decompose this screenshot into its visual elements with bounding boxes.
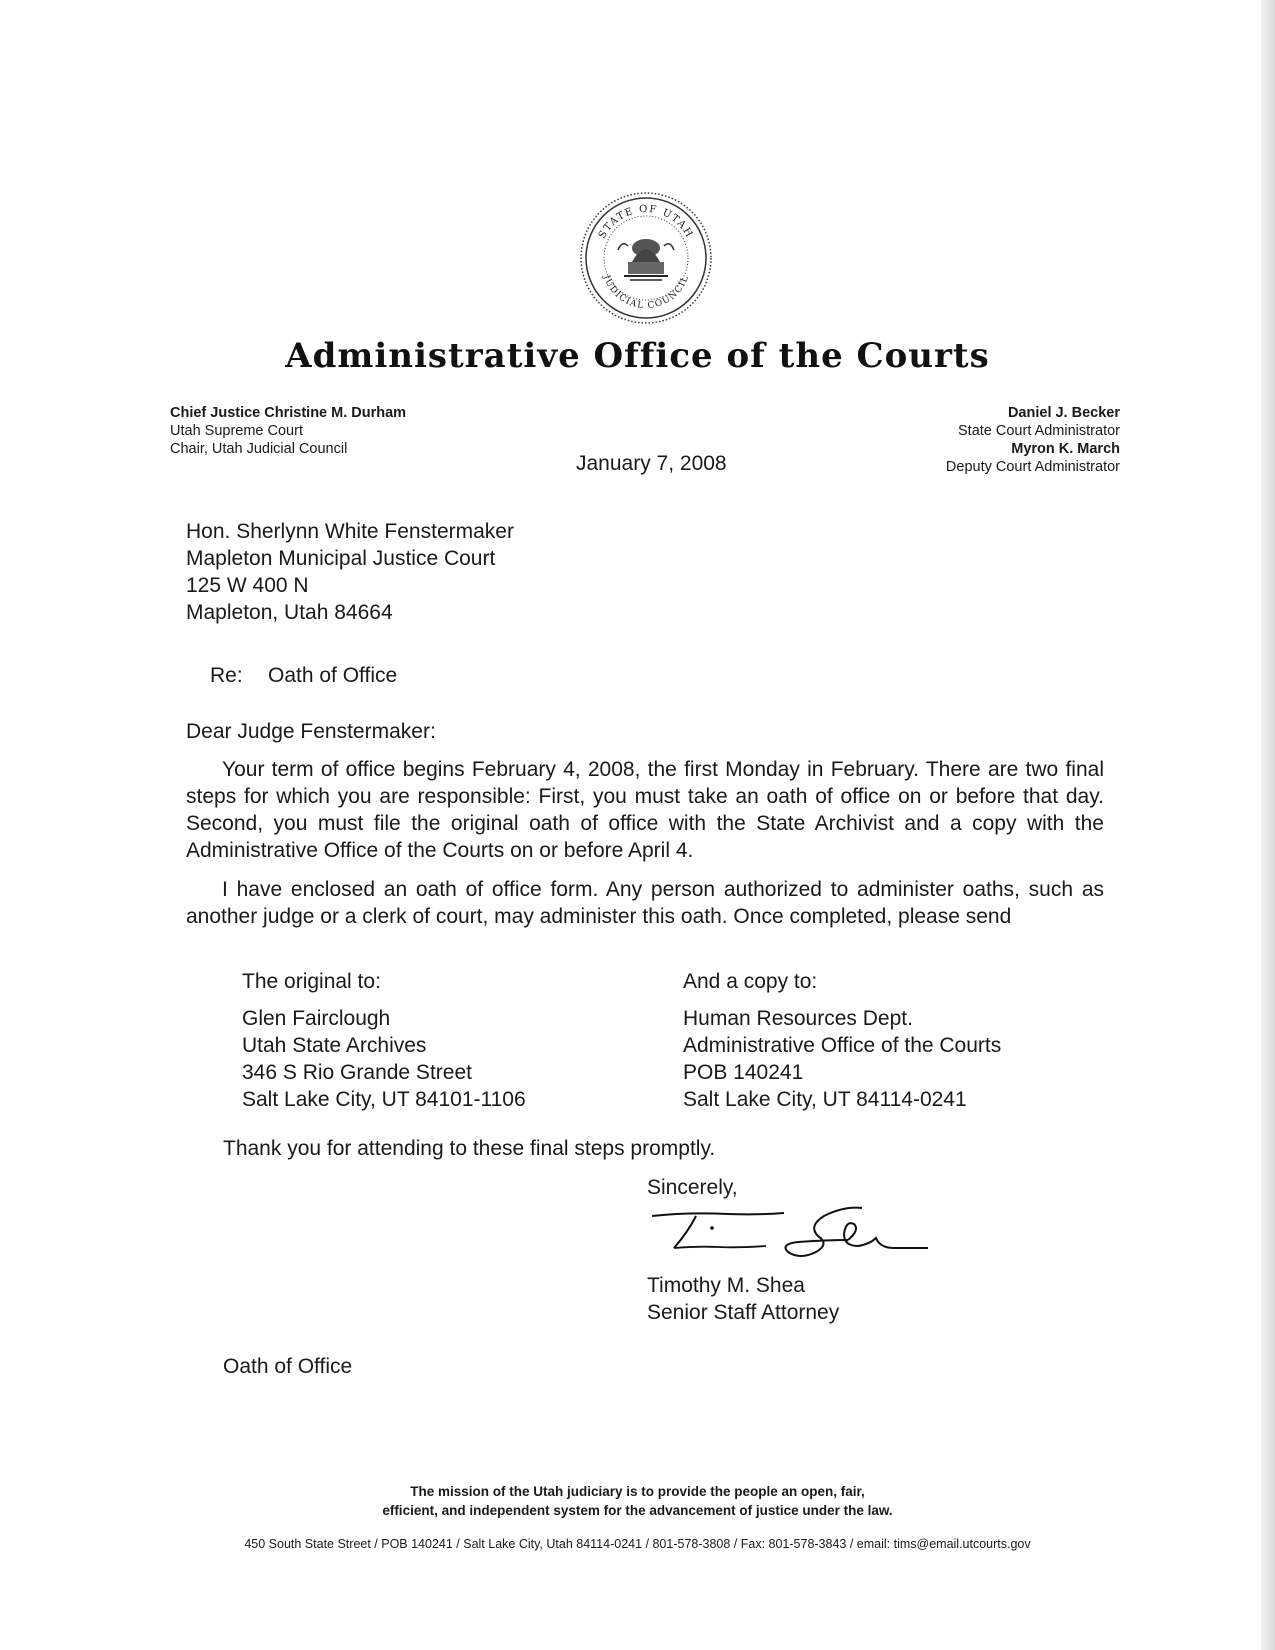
chief-justice-role: Chair, Utah Judicial Council bbox=[170, 441, 348, 457]
subject-text: Oath of Office bbox=[268, 664, 398, 687]
addressee-block bbox=[186, 518, 514, 626]
closing: Sincerely, bbox=[647, 1176, 738, 1199]
paragraph bbox=[186, 876, 1104, 930]
paragraph-text: I have enclosed an oath of office form. Any person authorized to administer oaths, such as another judge or a clerk of court, may administer this oath. Once completed, please send bbox=[186, 878, 1104, 928]
administrator-name: Daniel J. Becker bbox=[1007, 405, 1120, 421]
signer-block bbox=[647, 1272, 839, 1326]
paragraph bbox=[186, 756, 1104, 864]
address-line: Salt Lake City, UT 84101-1106 bbox=[242, 1088, 526, 1111]
paragraph-text: Your term of office begins February 4, 2008, the first Monday in February. There are two final steps for which you are responsible: First, you must take an oath of office on or before that day. Second, you must file the original oath of office with the State Archivist and a copy with the Administrative Office of the Courts on or before April 4. bbox=[186, 758, 1104, 862]
address-line: Administrative Office of the Courts bbox=[683, 1034, 1002, 1057]
svg-text:STATE OF UTAH: STATE OF UTAH bbox=[596, 203, 696, 241]
deputy-administrator-name: Myron K. March bbox=[1011, 441, 1120, 457]
address-line: 346 S Rio Grande Street bbox=[242, 1061, 472, 1084]
mission-statement bbox=[0, 1482, 1275, 1520]
letterhead-title: Administrative Office of the Courts bbox=[285, 336, 990, 376]
page-edge bbox=[1261, 0, 1275, 1650]
addressee-line: Mapleton Municipal Justice Court bbox=[186, 547, 496, 570]
administrator-title: State Court Administrator bbox=[958, 423, 1120, 439]
footer-address: 450 South State Street / POB 140241 / Salt Lake City, Utah 84114-0241 / 801-578-3808 / Fax: 801-578-3843 / email: tims@email.utcourts.gov bbox=[244, 1537, 1031, 1551]
svg-text:JUDICIAL COUNCIL: JUDICIAL COUNCIL bbox=[600, 273, 692, 312]
salutation: Dear Judge Fenstermaker: bbox=[186, 720, 436, 743]
chief-justice-court: Utah Supreme Court bbox=[170, 423, 303, 439]
signer-name: Timothy M. Shea bbox=[647, 1274, 805, 1297]
judicial-council-seal bbox=[578, 190, 714, 326]
enclosure-line: Oath of Office bbox=[223, 1355, 353, 1378]
addressee-line: 125 W 400 N bbox=[186, 574, 309, 597]
original-to-heading: The original to: bbox=[242, 970, 381, 993]
chief-justice-name: Chief Justice Christine M. Durham bbox=[170, 405, 407, 421]
address-line: Glen Fairclough bbox=[242, 1007, 391, 1030]
handwritten-signature bbox=[648, 1204, 932, 1266]
mission-line: efficient, and independent system for the advancement of justice under the law. bbox=[382, 1503, 893, 1518]
original-to-block bbox=[242, 968, 526, 1113]
addressee-line: Hon. Sherlynn White Fenstermaker bbox=[186, 520, 514, 543]
officers-left bbox=[170, 404, 406, 458]
signer-title: Senior Staff Attorney bbox=[647, 1301, 840, 1324]
deputy-administrator-title: Deputy Court Administrator bbox=[945, 459, 1120, 475]
subject-line bbox=[210, 662, 397, 689]
address-line: Utah State Archives bbox=[242, 1034, 427, 1057]
address-line: Salt Lake City, UT 84114-0241 bbox=[683, 1088, 967, 1111]
subject-label: Re: bbox=[210, 664, 243, 687]
address-line: POB 140241 bbox=[683, 1061, 804, 1084]
copy-to-block bbox=[683, 968, 1001, 1113]
addressee-line: Mapleton, Utah 84664 bbox=[186, 601, 393, 624]
address-line: Human Resources Dept. bbox=[683, 1007, 913, 1030]
copy-to-heading: And a copy to: bbox=[683, 970, 818, 993]
thanks-line: Thank you for attending to these final steps promptly. bbox=[223, 1137, 716, 1160]
letter-date: January 7, 2008 bbox=[576, 452, 727, 475]
mission-line: The mission of the Utah judiciary is to provide the people an open, fair, bbox=[410, 1484, 865, 1499]
officers-right bbox=[946, 404, 1120, 476]
